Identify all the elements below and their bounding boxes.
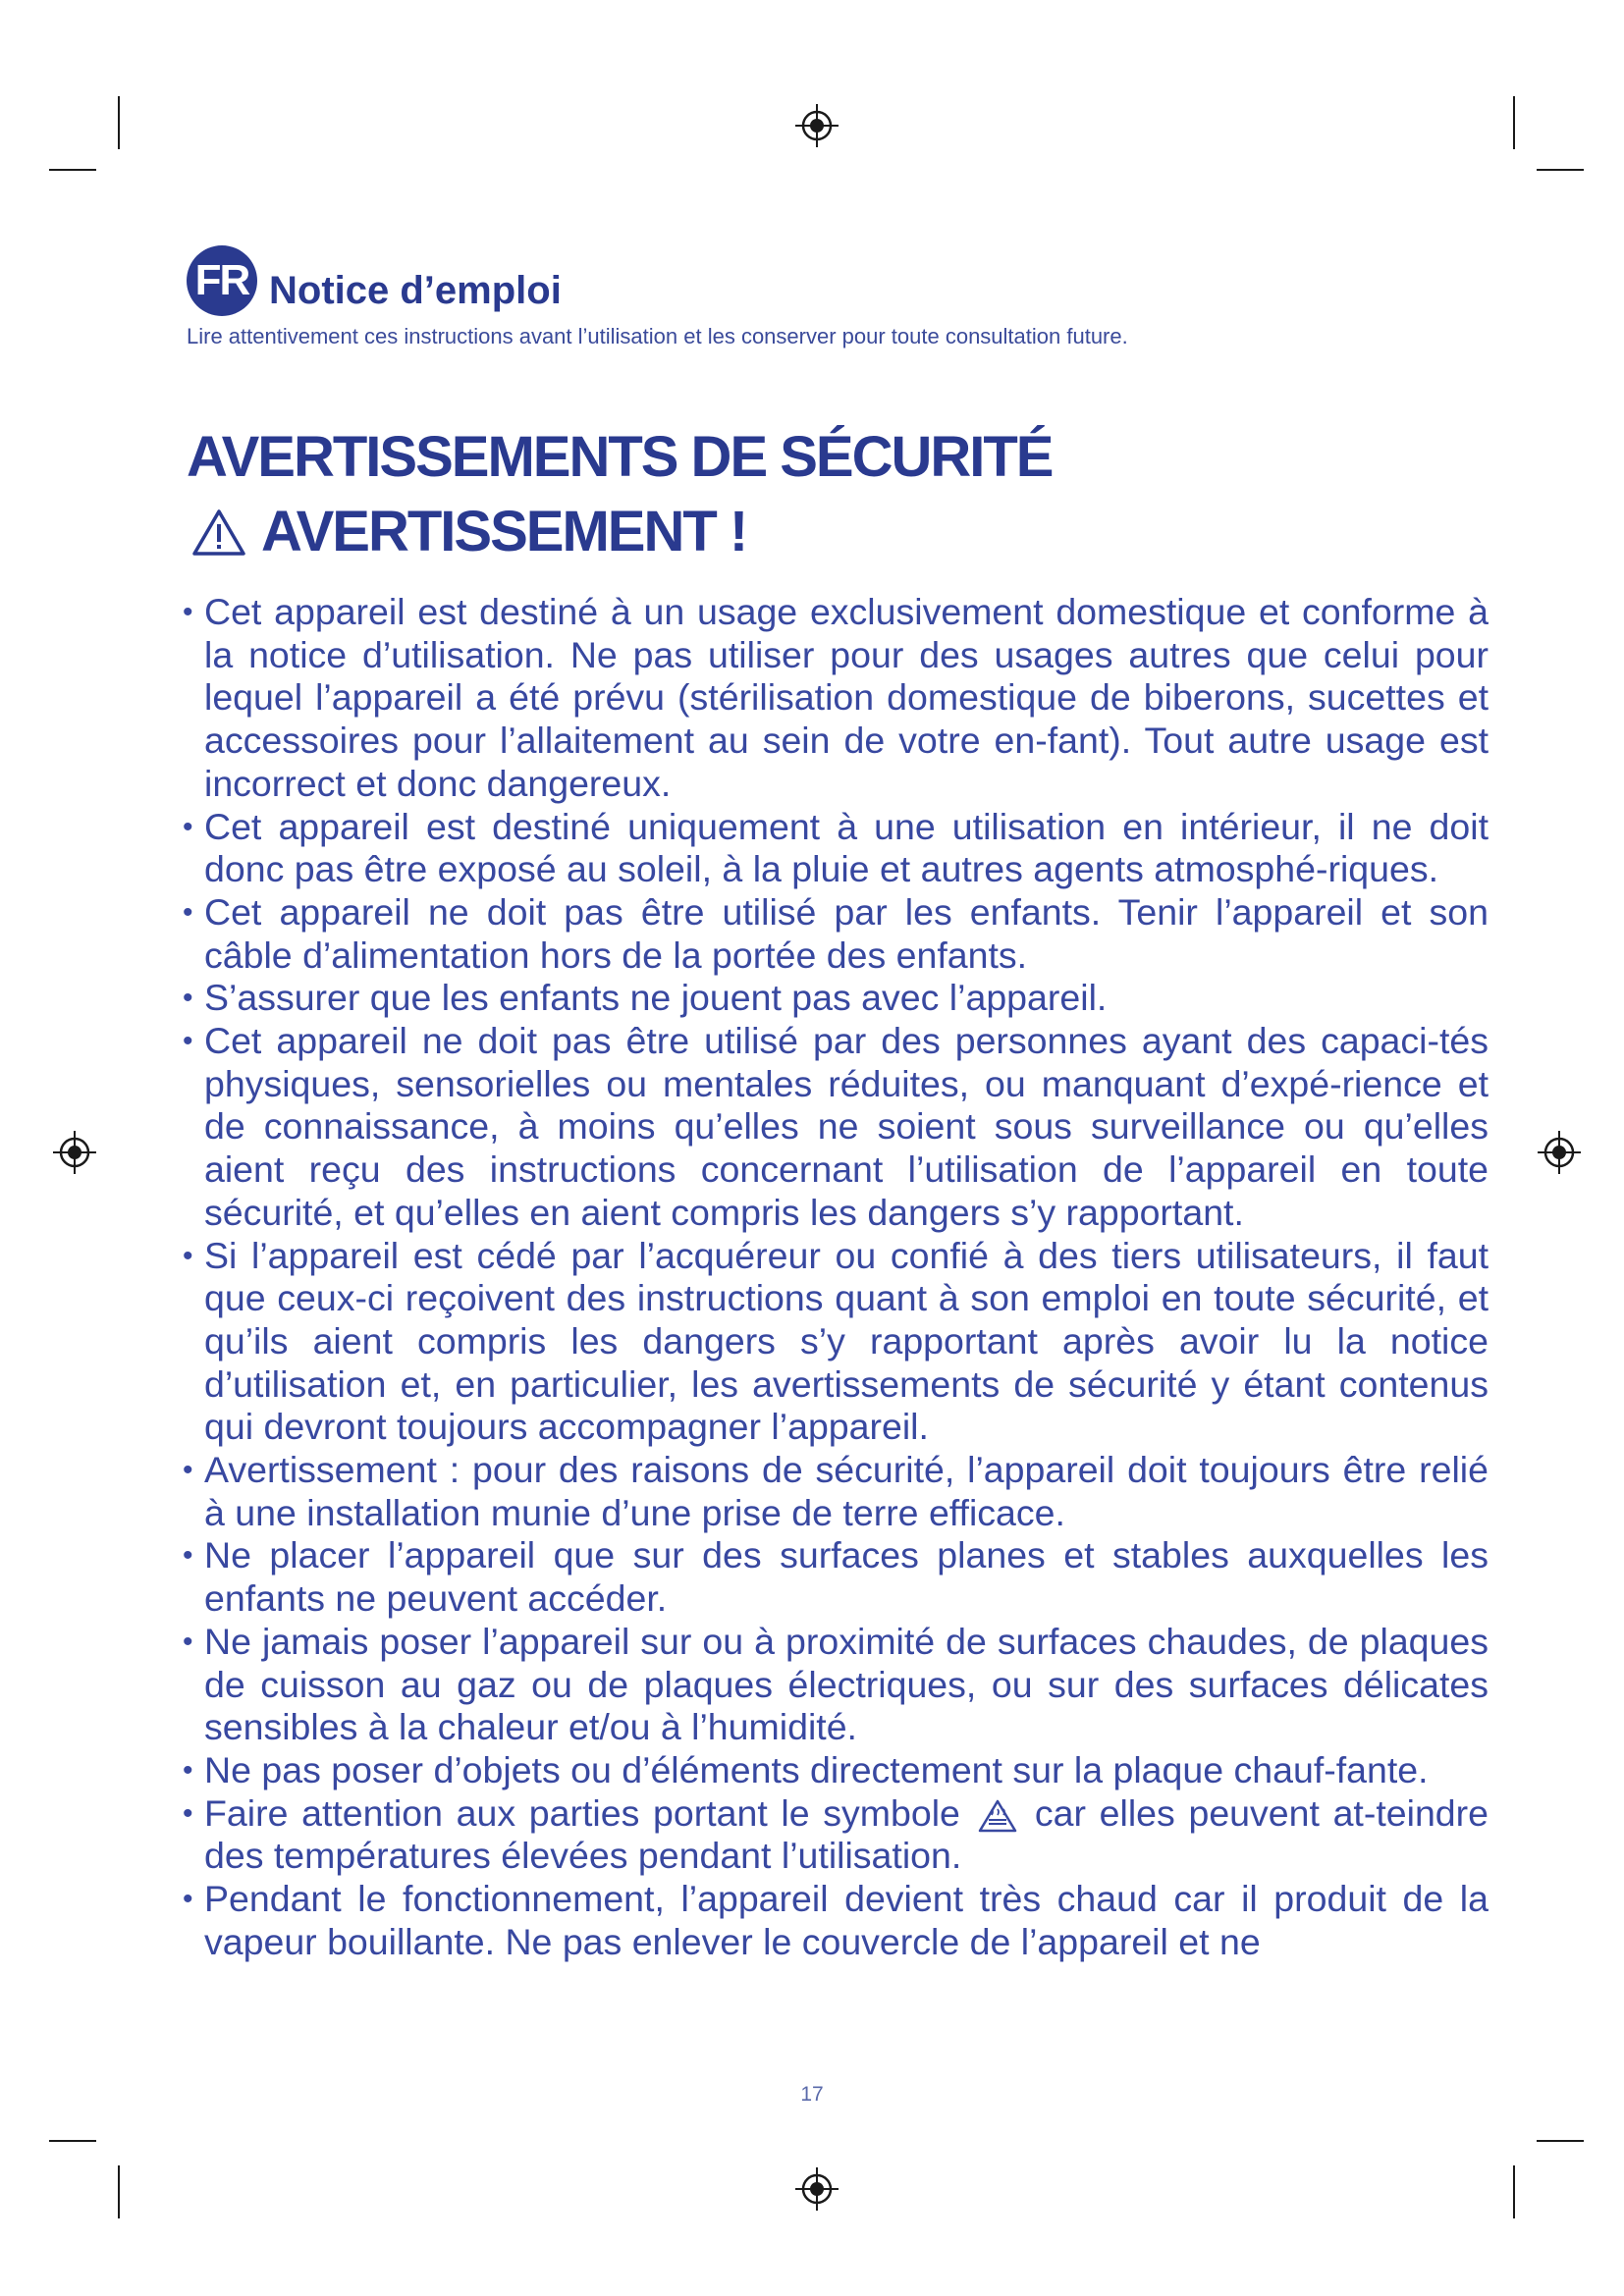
document-subtitle: Lire attentivement ces instructions avant l’utilisation et les conserver pour toute consultation future. (187, 324, 1128, 348)
list-item: • Cet appareil est destiné à un usage exclusivement domestique et conforme à la notice d’utilisation. Ne pas utiliser pour des usages autres que celui pour lequel l’appareil a été prévu (stérilisation domestique de biberons, sucettes et accessoires pour l’allaitement au sein de votre en-fant). Tout autre usage est incorrect et donc dangereux. (183, 591, 1489, 804)
crop-mark-bottom-left-vertical (118, 2165, 120, 2218)
list-item: • Ne pas poser d’objets ou d’éléments directement sur la plaque chauf-fante. (183, 1748, 1429, 1790)
crop-mark-top-left-vertical (118, 96, 120, 149)
hot-surface-icon (978, 1799, 1017, 1833)
document-title: Notice d’emploi (269, 269, 562, 312)
language-badge: FR (187, 245, 257, 316)
list-item: • Pendant le fonctionnement, l’appareil devient très chaud car il produit de la vapeur bouillante. Ne pas enlever le couvercle de l’appareil et ne (183, 1878, 1489, 1962)
registration-mark-icon (795, 2167, 839, 2211)
crop-mark-top-left-horizontal (49, 169, 96, 171)
safety-warnings-list (183, 591, 1489, 1964)
registration-mark-icon (53, 1131, 96, 1174)
warning-heading (192, 499, 746, 564)
list-item: • Cet appareil ne doit pas être utilisé par les enfants. Tenir l’appareil et son câble d’alimentation hors de la portée des enfants. (183, 890, 1489, 976)
crop-mark-bottom-right-vertical (1513, 2165, 1515, 2218)
crop-mark-bottom-left-horizontal (49, 2140, 96, 2142)
crop-mark-bottom-right-horizontal (1537, 2140, 1584, 2142)
crop-mark-top-right-horizontal (1537, 169, 1584, 171)
list-item: • Cet appareil est destiné uniquement à une utilisation en intérieur, il ne doit donc pas être exposé au soleil, à la pluie et autres agents atmosphé-riques. (183, 805, 1489, 890)
registration-mark-icon (1538, 1131, 1581, 1174)
list-item: • Si l’appareil est cédé par l’acquéreur ou confié à des tiers utilisateurs, il faut que ceux-ci reçoivent des instructions quant à son emploi en toute sécurité, et qu’ils aient compris les dangers s’y rapportant après avoir lu la notice d’utilisation et, en particulier, les avertissements de sécurité y étant contenus qui devront toujours accompagner l’appareil. (183, 1234, 1489, 1448)
registration-mark-icon (795, 104, 839, 147)
list-item: • Ne placer l’appareil que sur des surfaces planes et stables auxquelles les enfants ne peuvent accéder. (183, 1534, 1489, 1620)
list-item: • Cet appareil ne doit pas être utilisé par des personnes ayant des capaci-tés physiques, sensorielles ou mentales réduites, ou manquant d’expé-rience et de connaissance, à moins qu’elles ne soient sous surveillance ou qu’elles aient reçu des instructions concernant l’utilisation de l’appareil en toute sécurité, et qu’elles en aient compris les dangers s’y rapportant. (183, 1020, 1489, 1233)
list-item: • Faire attention aux parties portant le symbole car elles peuvent at-teindre des températures élevées pendant l’utilisation. (183, 1791, 1489, 1877)
list-item: • S’assurer que les enfants ne jouent pas avec l’appareil. (183, 977, 1108, 1019)
warning-heading-text: AVERTISSEMENT ! (261, 500, 747, 563)
crop-mark-top-right-vertical (1513, 96, 1515, 149)
list-item: • Ne jamais poser l’appareil sur ou à proximité de surfaces chaudes, de plaques de cuisson au gaz ou de plaques électriques, ou sur des surfaces délicates sensibles à la chaleur et/ou à l’humidité. (183, 1620, 1489, 1748)
warning-triangle-icon (192, 508, 245, 556)
list-item: • Avertissement : pour des raisons de sécurité, l’appareil doit toujours être relié à une installation munie d’une prise de terre efficace. (183, 1449, 1489, 1533)
page-number: 17 (800, 2083, 824, 2106)
section-title: AVERTISSEMENTS DE SÉCURITÉ (187, 425, 1053, 489)
